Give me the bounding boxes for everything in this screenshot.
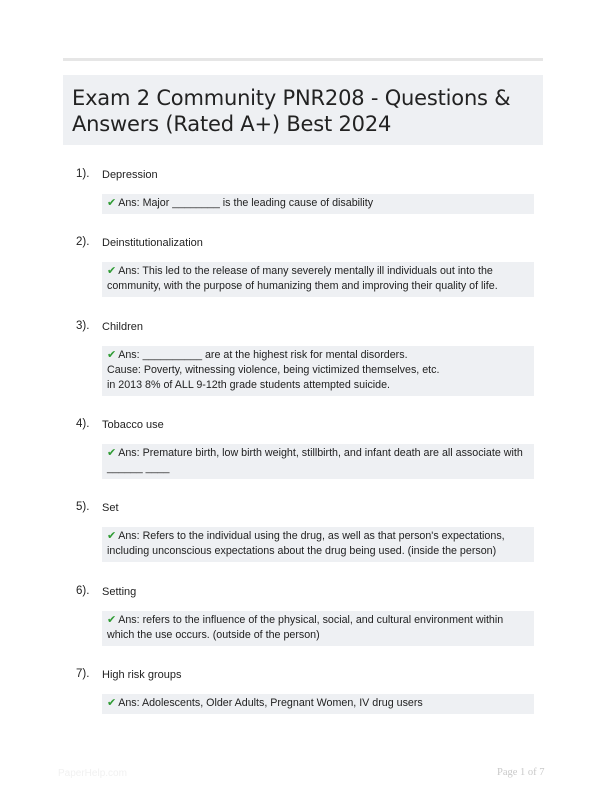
answer-box	[102, 346, 534, 396]
answer-line: Ans: refers to the influence of the physical, social, and cultural environment within	[118, 614, 504, 626]
question-term: Deinstitutionalization	[102, 237, 203, 249]
answer-line: community, with the purpose of humanizing them and improving their quality of life.	[107, 280, 498, 292]
answer-line: which the use occurs. (outside of the person)	[107, 629, 320, 641]
answer-line: Ans: Premature birth, low birth weight, stillbirth, and infant death are all associate with	[118, 447, 523, 459]
answer-line: Ans: __________ are at the highest risk for mental disorders.	[118, 349, 408, 361]
answer-box	[102, 262, 534, 297]
top-divider	[63, 58, 543, 61]
question-number: 7).	[76, 668, 90, 680]
answer-box	[102, 194, 534, 214]
answer-line: Ans: Major ________ is the leading cause of disability	[118, 197, 374, 209]
question-term: Setting	[102, 586, 137, 598]
answer-box	[102, 694, 534, 714]
check-icon: ✔	[107, 530, 117, 542]
answer-line: Ans: This led to the release of many severely mentally ill individuals out into the	[118, 265, 493, 277]
answer-line: Cause: Poverty, witnessing violence, being victimized themselves, etc.	[107, 364, 440, 376]
check-icon: ✔	[107, 265, 117, 277]
answer-box	[102, 527, 534, 562]
answer-line: Ans: Refers to the individual using the drug, as well as that person's expectations,	[118, 530, 505, 542]
question-number: 4).	[76, 418, 90, 430]
title-box	[63, 75, 543, 145]
page-number: Page 1 of 7	[497, 767, 545, 778]
question-term: Set	[102, 502, 119, 514]
footer-watermark: PaperHelp.com	[58, 768, 127, 779]
question-term: Depression	[102, 169, 158, 181]
answer-line: ______ ____	[107, 462, 170, 474]
question-number: 5).	[76, 501, 90, 513]
check-icon: ✔	[107, 197, 117, 209]
check-icon: ✔	[107, 447, 117, 459]
answer-line: in 2013 8% of ALL 9-12th grade students attempted suicide.	[107, 379, 391, 391]
answer-box	[102, 444, 534, 479]
question-number: 1).	[76, 168, 90, 180]
check-icon: ✔	[107, 349, 117, 361]
question-term: Children	[102, 321, 143, 333]
check-icon: ✔	[107, 614, 117, 626]
question-number: 3).	[76, 320, 90, 332]
check-icon: ✔	[107, 697, 117, 709]
answer-line: Ans: Adolescents, Older Adults, Pregnant Women, IV drug users	[118, 697, 423, 709]
question-number: 6).	[76, 585, 90, 597]
question-term: Tobacco use	[102, 419, 164, 431]
answer-box	[102, 611, 534, 646]
question-term: High risk groups	[102, 669, 182, 681]
question-number: 2).	[76, 236, 90, 248]
document-title: Exam 2 Community PNR208 - Questions & Answers (Rated A+) Best 2024	[72, 86, 511, 136]
answer-line: including unconscious expectations about the drug being used. (inside the person)	[107, 545, 497, 557]
